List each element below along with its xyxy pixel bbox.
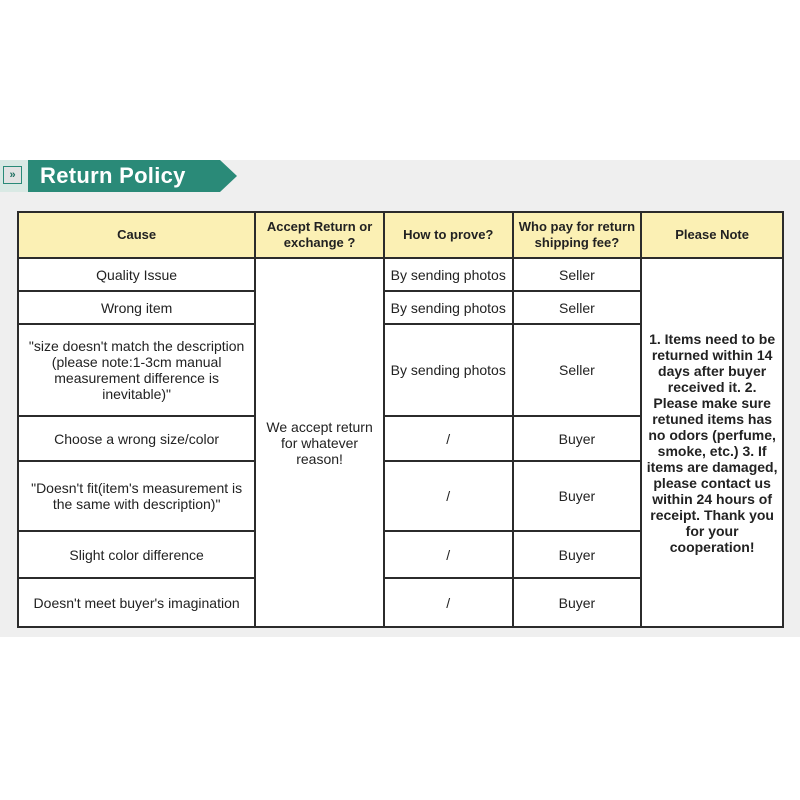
header-accept: Accept Return or exchange ? xyxy=(255,212,384,258)
return-policy-table xyxy=(17,211,784,628)
prove-cell: / xyxy=(384,416,513,461)
accept-cell: We accept return for whatever reason! xyxy=(255,258,384,627)
cause-cell: Choose a wrong size/color xyxy=(18,416,255,461)
cause-cell: "size doesn't match the description (please note:1-3cm manual measurement difference is inevitable)" xyxy=(18,324,255,416)
header-cause: Cause xyxy=(18,212,255,258)
table-header-row xyxy=(18,212,783,258)
note-cell: 1. Items need to be returned within 14 days after buyer received it. 2. Please make sure retuned items has no odors (perfume, smoke, etc.) 3. If items are damaged, please contact us within 24 hours of receipt. Thank you for your cooperation! xyxy=(641,258,783,627)
prove-cell: / xyxy=(384,461,513,531)
prove-cell: / xyxy=(384,578,513,627)
page-title: Return Policy xyxy=(40,163,186,188)
double-chevron-right-icon: » xyxy=(3,166,22,184)
fee-cell: Buyer xyxy=(513,578,642,627)
header-note: Please Note xyxy=(641,212,783,258)
fee-cell: Buyer xyxy=(513,461,642,531)
fee-cell: Buyer xyxy=(513,416,642,461)
table-row xyxy=(18,258,783,291)
header-fee: Who pay for return shipping fee? xyxy=(513,212,642,258)
prove-text: By sending photos xyxy=(390,266,506,283)
prove-cell xyxy=(384,324,513,416)
prove-cell xyxy=(384,291,513,324)
fee-cell: Buyer xyxy=(513,531,642,578)
prove-text: By sending photos xyxy=(390,362,506,378)
prove-cell: / xyxy=(384,531,513,578)
fee-cell: Seller xyxy=(513,258,642,291)
cause-cell: Quality Issue xyxy=(18,258,255,291)
fee-cell: Seller xyxy=(513,324,642,416)
cause-cell: Wrong item xyxy=(18,291,255,324)
cause-cell: "Doesn't fit(item's measurement is the same with description)" xyxy=(18,461,255,531)
prove-text: By sending photos xyxy=(390,299,506,316)
fee-cell: Seller xyxy=(513,291,642,324)
cause-cell: Doesn't meet buyer's imagination xyxy=(18,578,255,627)
header-prove: How to prove? xyxy=(384,212,513,258)
cause-cell: Slight color difference xyxy=(18,531,255,578)
prove-cell xyxy=(384,258,513,291)
